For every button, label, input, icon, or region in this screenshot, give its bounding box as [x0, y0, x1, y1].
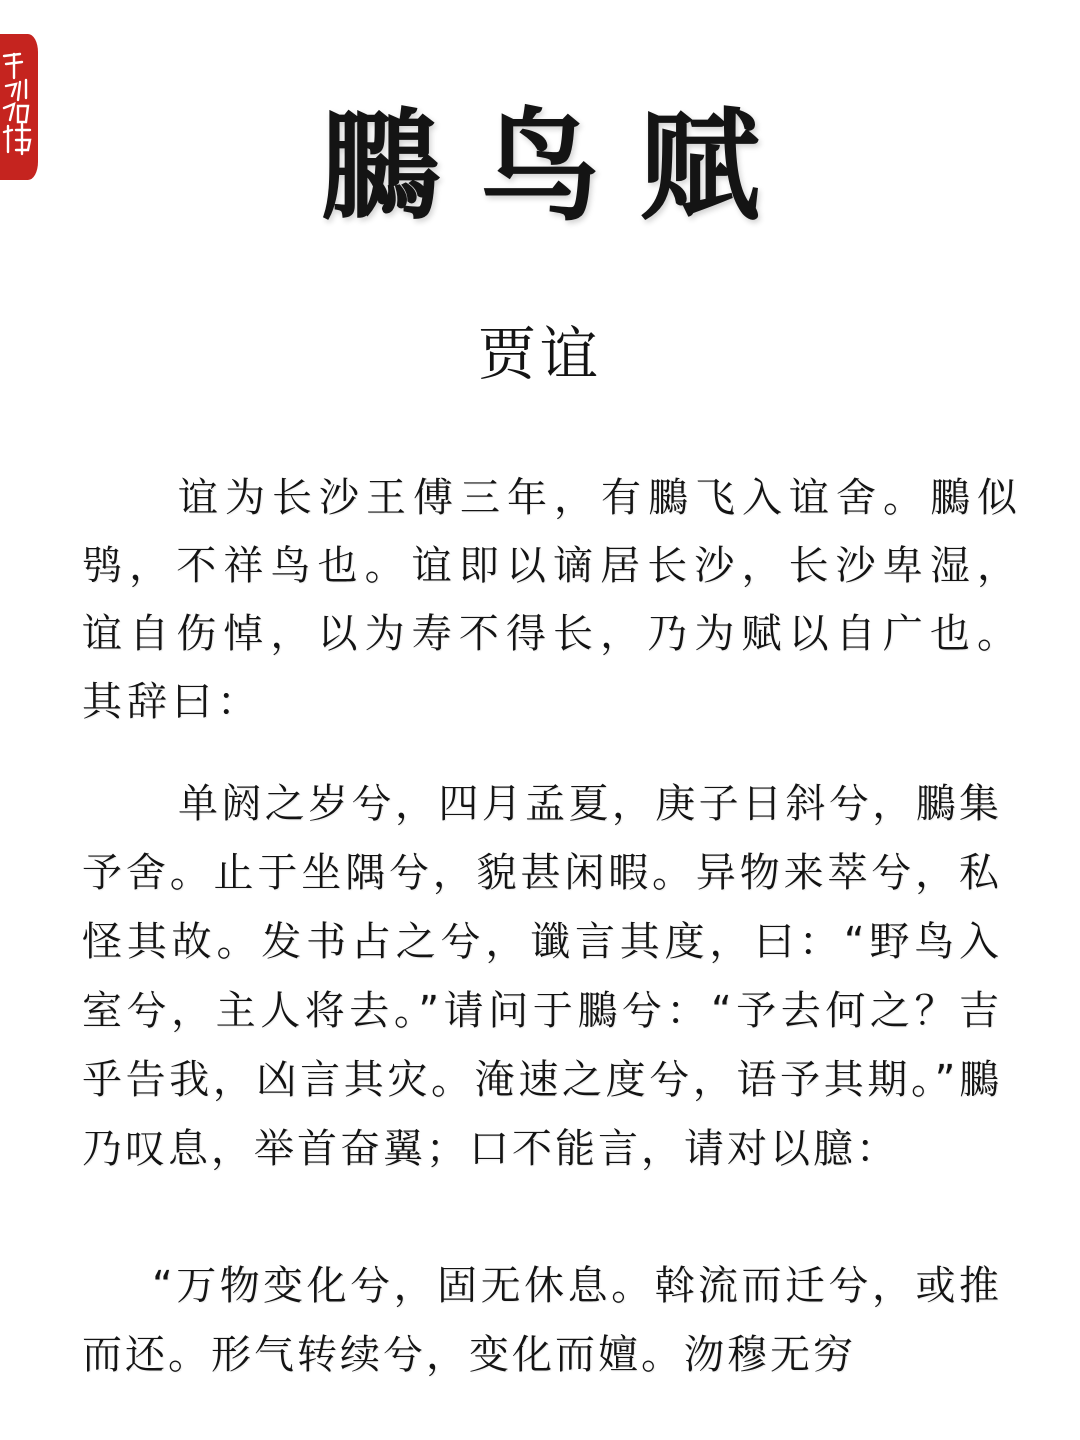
body-paragraph: “万物变化兮，固无休息。斡流而迁兮，或推而还。形气转续兮，变化而嬗。沕穆无穷 [82, 1263, 1002, 1378]
body-paragraph: 单阏之岁兮，四月孟夏，庚子日斜兮，鵩集予舍。止于坐隅兮，貌甚闲暇。异物来萃兮，私怪其故。发书占之兮，谶言其度，曰：“野鸟入室兮，主人将去。”请问于鵩兮：“予去何之？吉乎告我，凶言其灾。淹速之度兮，语予其期。”鵩乃叹息，举首奋翼；口不能言，请对以臆： [82, 781, 1002, 1172]
author-name: 贾谊 [477, 320, 602, 388]
preface-paragraph: 谊为长沙王傅三年，有鵩飞入谊舍。鵩似鸮，不祥鸟也。谊即以谪居长沙，长沙卑湿，谊自伤悼，以为寿不得长，乃为赋以自广也。其辞曰： [82, 475, 1022, 725]
page-title: 鵩鸟赋 [320, 96, 800, 237]
